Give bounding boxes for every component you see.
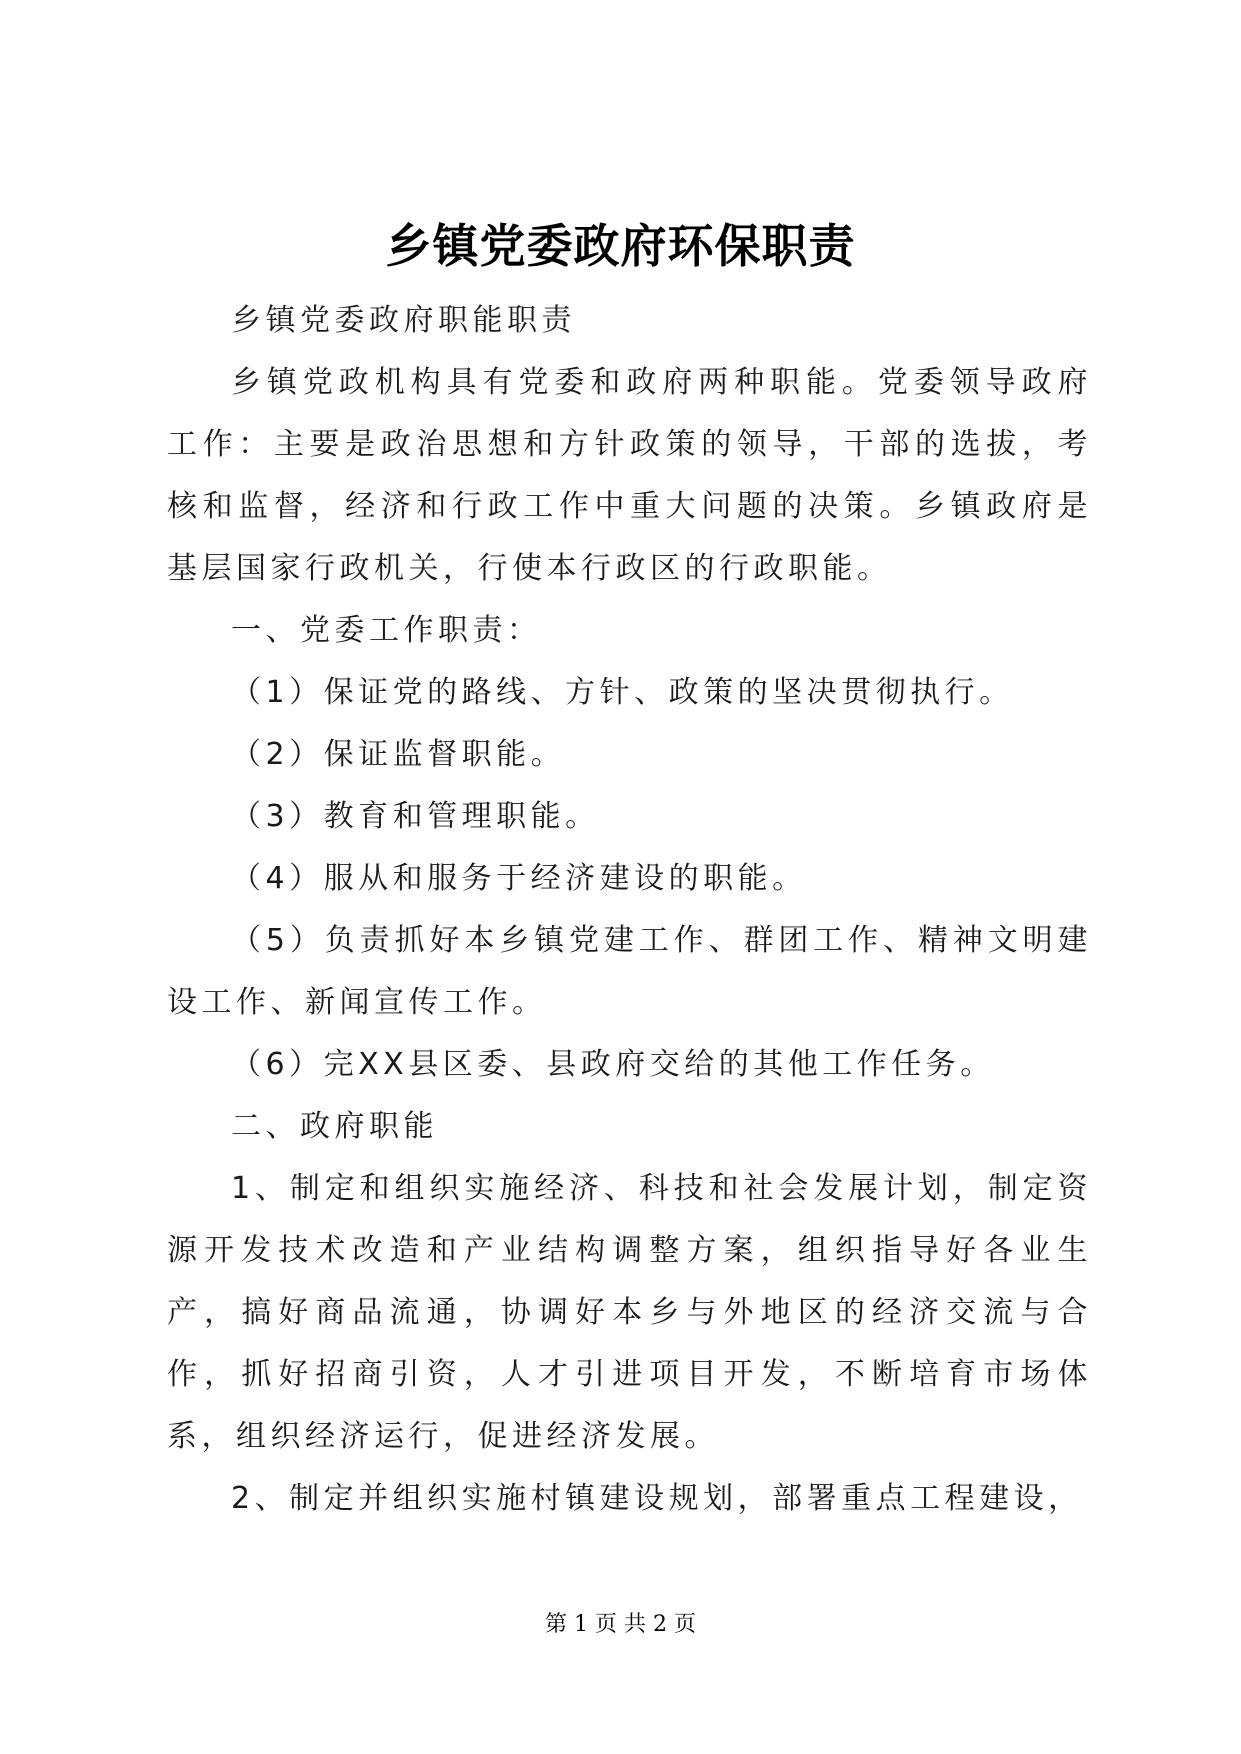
- list-item-party-6: （6）完XX县区委、县政府交给的其他工作任务。: [231, 1047, 995, 1082]
- list-item-party-2: （2）保证监督职能。: [231, 737, 566, 772]
- list-item-party-1: （1）保证党的路线、方针、政策的坚决贯彻执行。: [231, 675, 1014, 710]
- list-item-party-5: （5）负责抓好本乡镇党建工作、群团工作、精神文明建设工作、新闻宣传工作。: [167, 923, 1092, 1020]
- paragraph-subtitle: 乡镇党委政府职能职责: [231, 303, 576, 338]
- paragraph-intro: 乡镇党政机构具有党委和政府两种职能。党委领导政府工作：主要是政治思想和方针政策的领导，干部的选拔，考核和监督，经济和行政工作中重大问题的决策。乡镇政府是基层国家行政机关，行使本行政区的行政职能。: [167, 365, 1092, 586]
- list-item-party-3: （3）教育和管理职能。: [231, 799, 600, 834]
- list-item-government-2: 2、制定并组织实施村镇建设规划，部署重点工程建设，: [231, 1481, 1083, 1516]
- document-body: [167, 290, 1092, 1530]
- document-title: 乡镇党委政府环保职责: [385, 219, 856, 273]
- list-item-government-1: 1、制定和组织实施经济、科技和社会发展计划，制定资源开发技术改造和产业结构调整方案，组织指导好各业生产，搞好商品流通，协调好本乡与外地区的经济交流与合作，抓好招商引资，人才引进项目开发，不断培育市场体系，组织经济运行，促进经济发展。: [167, 1171, 1092, 1454]
- section-heading-party: 一、党委工作职责：: [231, 613, 542, 648]
- section-heading-government: 二、政府职能: [231, 1109, 438, 1144]
- page-footer: 第 1 页 共 2 页: [545, 1612, 696, 1637]
- list-item-party-4: （4）服从和服务于经济建设的职能。: [231, 861, 807, 896]
